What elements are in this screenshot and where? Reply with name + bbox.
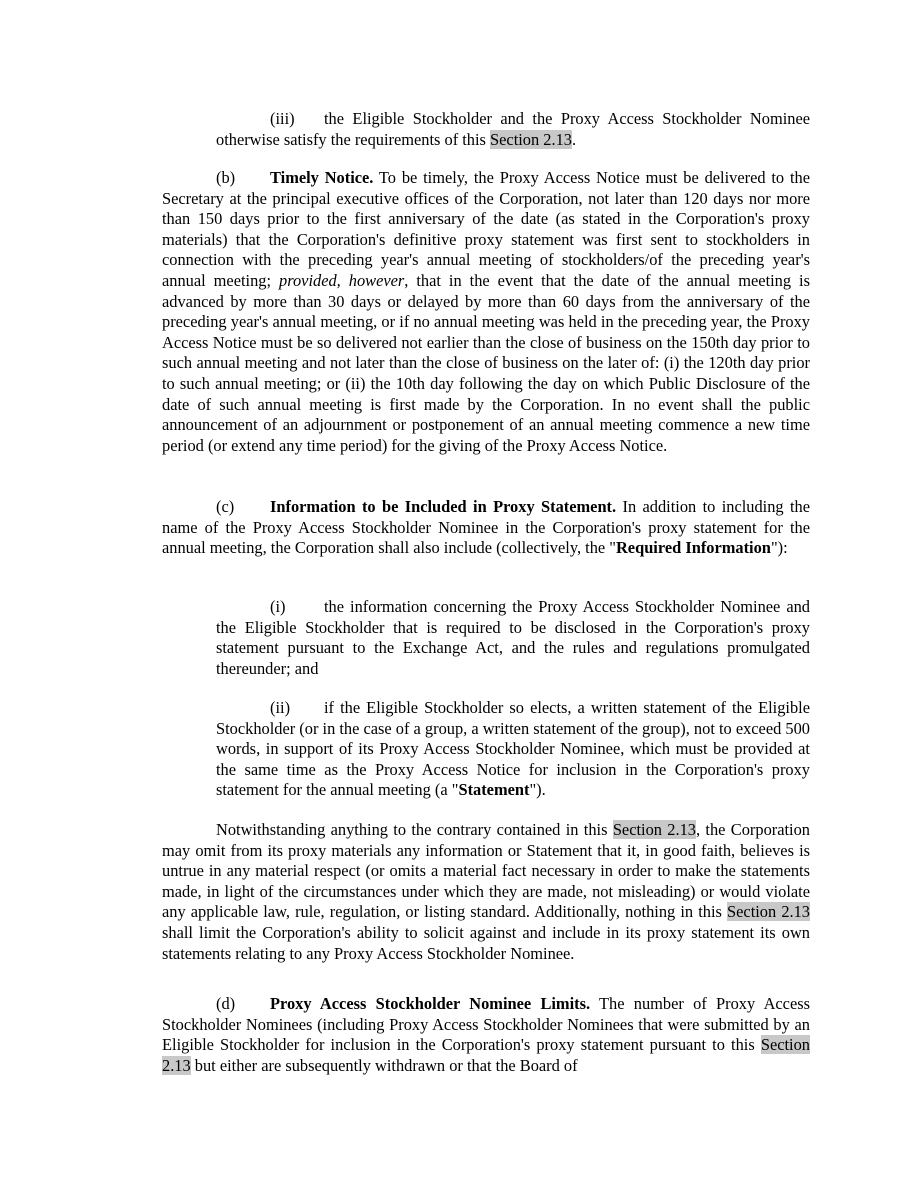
paragraph-c-ii [216, 698, 810, 801]
paragraph-heading: Proxy Access Stockholder Nominee Limits. [270, 994, 591, 1013]
clause-label: (i) [270, 597, 286, 616]
paragraph-text: Notwithstanding anything to the contrary contained in this [216, 820, 613, 839]
paragraph-heading: Information to be Included in Proxy Statement. [270, 497, 617, 516]
section-reference-link[interactable]: Section 2.13 [162, 1035, 810, 1075]
paragraph-c-i [216, 597, 810, 679]
paragraph-text: , the Corporation may omit from its proxy materials any information or Statement that it, in good faith, believes is untrue in any material respect (or omits a material fact necessary in order to make the statements made, in light of the circumstances under which they are made, not misleading) or would violate any applicable law, rule, regulation, or listing standard. Additionally, nothing in this [162, 820, 810, 922]
paragraph-text: the information concerning the Proxy Access Stockholder Nominee and the Eligible Stockholder that is required to be disclosed in the Corporation's proxy statement pursuant to the Exchange Act, and the rules and regulations promulgated thereunder; and [216, 597, 810, 678]
section-reference-link[interactable]: Section 2.13 [612, 820, 696, 839]
section-reference-link[interactable]: Section 2.13 [727, 902, 810, 922]
paragraph-text: In addition to including the name of the Proxy Access Stockholder Nominee in the Corporation's proxy statement for the annual meeting, the Corporation shall also include (collectively, the " [162, 497, 810, 558]
paragraph-text: The number of Proxy Access Stockholder Nominees (including Proxy Access Stockholder Nominees that were submitted by an Eligible Stockholder for inclusion in the Corporation's proxy statement pursuant to this [162, 994, 810, 1055]
paragraph-heading: Timely Notice. [270, 168, 374, 187]
paragraph-text: . [571, 129, 577, 149]
paragraph-text: but either are subsequently withdrawn or that the Board of [190, 1055, 578, 1075]
clause-label: (c) [216, 497, 235, 516]
paragraph-b-timely-notice [162, 168, 810, 456]
clause-label: (d) [216, 994, 236, 1013]
paragraph-c-information [162, 497, 810, 559]
italic-text: provided, however [279, 270, 405, 290]
clause-label: (iii) [270, 109, 295, 128]
paragraph-text: "): [770, 538, 788, 558]
paragraph-text: the Eligible Stockholder and the Proxy Access Stockholder Nominee otherwise satisfy the requirements of this [216, 109, 810, 149]
paragraph-text: if the Eligible Stockholder so elects, a written statement of the Eligible Stockholder (or in the case of a group, a written statement of the group), not to exceed 500 words, in support of its Proxy Access Stockholder Nominee, which must be provided at the same time as the Proxy Access Notice for inclusion in the Corporation's proxy statement for the annual meeting (a " [216, 698, 810, 800]
paragraph-a-iii [216, 109, 810, 150]
defined-term: Statement [458, 780, 530, 800]
paragraph-text: shall limit the Corporation's ability to solicit against and include in its proxy statement its own statements relating to any Proxy Access Stockholder Nominee. [162, 922, 810, 963]
paragraph-text: "). [529, 780, 546, 800]
clause-label: (ii) [270, 698, 291, 717]
paragraph-text: , that in the event that the date of the annual meeting is advanced by more than 30 days or delayed by more than 60 days from the anniversary of the preceding year's annual meeting, or if no annual meeting was held in the preceding year, the Proxy Access Notice must be so delivered not earlier than the close of business on the 150th day prior to such annual meeting and not later than the close of business on the later of: (i) the 120th day prior to such annual meeting; or (ii) the 10th day following the day on which Public Disclosure of the date of such annual meeting is first made by the Corporation. In no event shall the public announcement of an adjournment or postponement of an annual meeting commence a new time period (or extend any time period) for the giving of the Proxy Access Notice. [162, 270, 810, 455]
defined-term: Required Information [615, 538, 771, 558]
paragraph-notwithstanding [162, 820, 810, 964]
paragraph-text: To be timely, the Proxy Access Notice must be delivered to the Secretary at the principal executive offices of the Corporation, not later than 120 days nor more than 150 days prior to the first anniversary of the date (as stated in the Corporation's proxy materials) that the Corporation's definitive proxy statement was first sent to stockholders in connection with the preceding year's annual meeting of stockholders/of the preceding year's annual meeting; [162, 168, 810, 290]
clause-label: (b) [216, 168, 236, 187]
section-reference-link[interactable]: Section 2.13 [490, 129, 572, 149]
paragraph-d-nominee-limits [162, 994, 810, 1076]
